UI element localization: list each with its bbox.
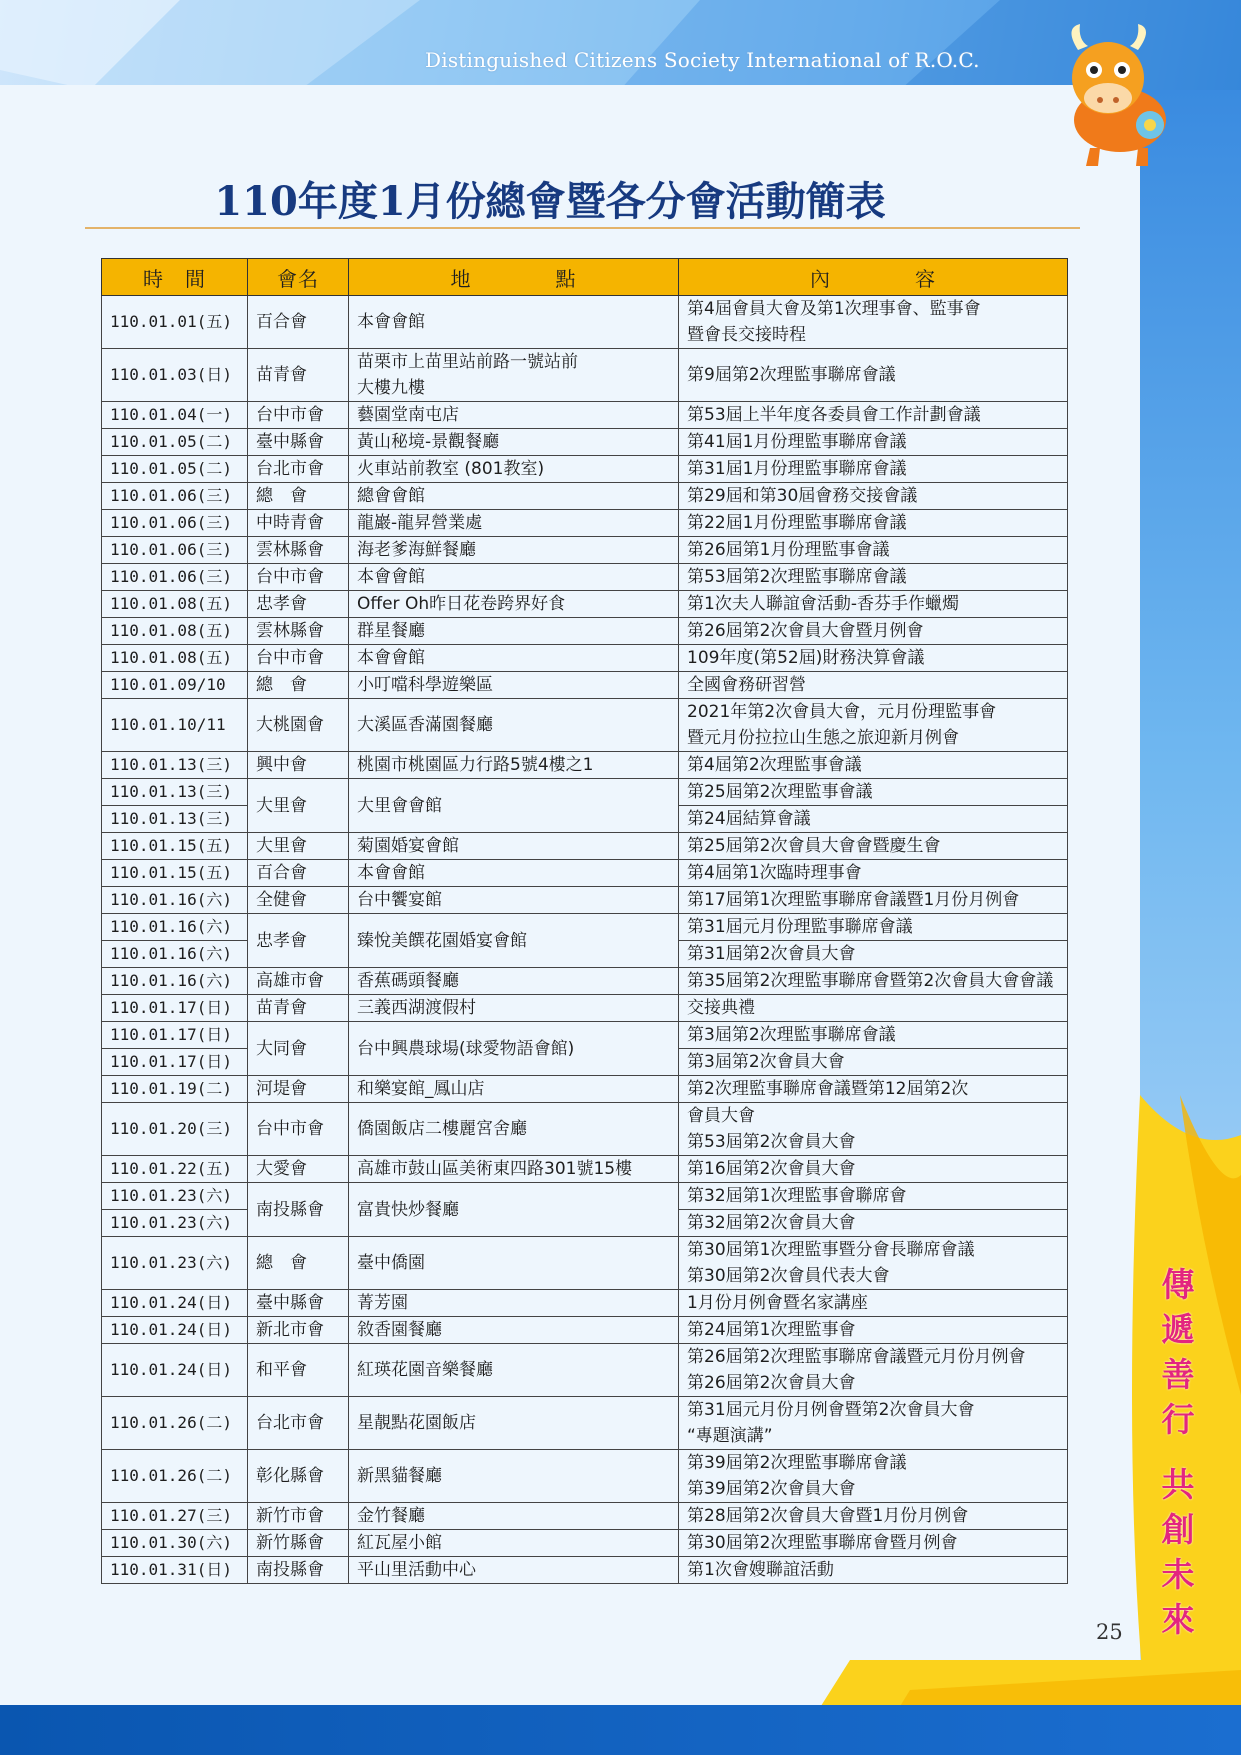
cell-content: 第35屆第2次理監事聯席會暨第2次會員大會會議 xyxy=(679,968,1068,995)
cell-club: 總 會 xyxy=(248,672,349,699)
title-divider xyxy=(85,227,1080,229)
cell-place: 臺中僑園 xyxy=(349,1237,679,1290)
cell-content: 第53屆第2次理監事聯席會議 xyxy=(679,564,1068,591)
table-row xyxy=(102,1397,1068,1450)
cell-place: 紅瓦屋小館 xyxy=(349,1530,679,1557)
table-row xyxy=(102,645,1068,672)
cell-place: 苗栗市上苗里站前路一號站前 大樓九樓 xyxy=(349,349,679,402)
cell-club: 忠孝會 xyxy=(248,591,349,618)
cell-place: 群星餐廳 xyxy=(349,618,679,645)
cell-date: 110.01.30(六) xyxy=(102,1530,248,1557)
table-row xyxy=(102,995,1068,1022)
header-club: 會名 xyxy=(248,259,349,296)
cell-date: 110.01.17(日) xyxy=(102,1049,248,1076)
cell-content: 第25屆第2次理監事會議 xyxy=(679,779,1068,806)
cell-content: 第22屆1月份理監事聯席會議 xyxy=(679,510,1068,537)
cell-place: 紅瑛花園音樂餐廳 xyxy=(349,1344,679,1397)
slogan-char: 創 xyxy=(1161,1510,1195,1549)
cell-club: 台中市會 xyxy=(248,645,349,672)
cell-date: 110.01.08(五) xyxy=(102,618,248,645)
cell-content: 109年度(第52屆)財務決算會議 xyxy=(679,645,1068,672)
cell-content: 第4屆第1次臨時理事會 xyxy=(679,860,1068,887)
cell-club: 忠孝會 xyxy=(248,914,349,968)
table-row xyxy=(102,1290,1068,1317)
cell-club: 總 會 xyxy=(248,1237,349,1290)
cell-content: 第17屆第1次理監事聯席會議暨1月份月例會 xyxy=(679,887,1068,914)
table-row xyxy=(102,752,1068,779)
cell-date: 110.01.13(三) xyxy=(102,779,248,806)
cell-content: 第53屆上半年度各委員會工作計劃會議 xyxy=(679,402,1068,429)
cell-content: 第24屆結算會議 xyxy=(679,806,1068,833)
cell-content: 第2次理監事聯席會議暨第12屆第2次 xyxy=(679,1076,1068,1103)
cell-club: 台中市會 xyxy=(248,1103,349,1156)
table-row xyxy=(102,1344,1068,1397)
table-row xyxy=(102,564,1068,591)
table-row xyxy=(102,672,1068,699)
cell-date: 110.01.06(三) xyxy=(102,564,248,591)
cell-content: 第24屆第1次理監事會 xyxy=(679,1317,1068,1344)
table-row xyxy=(102,1557,1068,1584)
cell-place: 本會會館 xyxy=(349,860,679,887)
cell-club: 大同會 xyxy=(248,1022,349,1076)
slogan-char: 傳 xyxy=(1161,1265,1195,1304)
table-row xyxy=(102,1022,1068,1049)
activity-table xyxy=(101,258,1068,1584)
cell-club: 苗青會 xyxy=(248,995,349,1022)
cell-date: 110.01.06(三) xyxy=(102,537,248,564)
cell-date: 110.01.24(日) xyxy=(102,1290,248,1317)
cell-date: 110.01.16(六) xyxy=(102,968,248,995)
cell-place: 台中饗宴館 xyxy=(349,887,679,914)
cell-place: 黃山秘境-景觀餐廳 xyxy=(349,429,679,456)
table-row xyxy=(102,1450,1068,1503)
cell-content: 第26屆第1月份理監事會議 xyxy=(679,537,1068,564)
cell-place: 星靚點花園飯店 xyxy=(349,1397,679,1450)
cell-place: 海老爹海鮮餐廳 xyxy=(349,537,679,564)
cell-content: 1月份月例會暨名家講座 xyxy=(679,1290,1068,1317)
cell-content: 第31屆元月份月例會暨第2次會員大會 “專題演講” xyxy=(679,1397,1068,1450)
table-row xyxy=(102,887,1068,914)
cell-place: 平山里活動中心 xyxy=(349,1557,679,1584)
table-row xyxy=(102,537,1068,564)
cell-date: 110.01.03(日) xyxy=(102,349,248,402)
cell-content: 第32屆第2次會員大會 xyxy=(679,1210,1068,1237)
cell-date: 110.01.01(五) xyxy=(102,296,248,349)
cell-date: 110.01.17(日) xyxy=(102,995,248,1022)
page-number: 25 xyxy=(1096,1620,1123,1644)
cell-club: 大里會 xyxy=(248,833,349,860)
cell-club: 百合會 xyxy=(248,860,349,887)
cell-content: 第25屆第2次會員大會會暨慶生會 xyxy=(679,833,1068,860)
cell-place: 本會會館 xyxy=(349,645,679,672)
cell-content: 全國會務研習營 xyxy=(679,672,1068,699)
cell-date: 110.01.15(五) xyxy=(102,833,248,860)
cell-place: 菊園婚宴會館 xyxy=(349,833,679,860)
table-row xyxy=(102,591,1068,618)
cell-content: 第4屆第2次理監事會議 xyxy=(679,752,1068,779)
cell-club: 和平會 xyxy=(248,1344,349,1397)
table-row xyxy=(102,1530,1068,1557)
cell-content: 第29屆和第30屆會務交接會議 xyxy=(679,483,1068,510)
cell-club: 新竹市會 xyxy=(248,1503,349,1530)
cell-date: 110.01.19(二) xyxy=(102,1076,248,1103)
cell-place: 小叮噹科學遊樂區 xyxy=(349,672,679,699)
table-row xyxy=(102,833,1068,860)
cell-date: 110.01.05(二) xyxy=(102,429,248,456)
cell-date: 110.01.24(日) xyxy=(102,1344,248,1397)
cell-date: 110.01.10/11 xyxy=(102,699,248,752)
table-row xyxy=(102,429,1068,456)
cell-content: 交接典禮 xyxy=(679,995,1068,1022)
cell-place: 桃園市桃園區力行路5號4樓之1 xyxy=(349,752,679,779)
cell-club: 台北市會 xyxy=(248,1397,349,1450)
cell-place: 富貴快炒餐廳 xyxy=(349,1183,679,1237)
table-row xyxy=(102,618,1068,645)
cell-date: 110.01.04(一) xyxy=(102,402,248,429)
cell-date: 110.01.26(二) xyxy=(102,1397,248,1450)
cell-place: 菁芳園 xyxy=(349,1290,679,1317)
cell-date: 110.01.16(六) xyxy=(102,914,248,941)
table-row xyxy=(102,402,1068,429)
table-row xyxy=(102,1183,1068,1210)
table-row xyxy=(102,1156,1068,1183)
table-body xyxy=(102,296,1068,1584)
cell-club: 南投縣會 xyxy=(248,1557,349,1584)
cell-date: 110.01.16(六) xyxy=(102,887,248,914)
cell-place: 台中興農球場(球愛物語會館) xyxy=(349,1022,679,1076)
cell-club: 百合會 xyxy=(248,296,349,349)
cell-place: 敘香園餐廳 xyxy=(349,1317,679,1344)
cell-date: 110.01.15(五) xyxy=(102,860,248,887)
table-row xyxy=(102,1237,1068,1290)
cell-date: 110.01.27(三) xyxy=(102,1503,248,1530)
header-content: 內 容 xyxy=(679,259,1068,296)
table-row xyxy=(102,349,1068,402)
slogan-char: 未 xyxy=(1161,1555,1195,1594)
cell-club: 大愛會 xyxy=(248,1156,349,1183)
cell-date: 110.01.13(三) xyxy=(102,806,248,833)
cell-club: 新竹縣會 xyxy=(248,1530,349,1557)
ox-mascot-icon xyxy=(1050,20,1178,170)
cell-date: 110.01.06(三) xyxy=(102,483,248,510)
cell-club: 高雄市會 xyxy=(248,968,349,995)
table-row xyxy=(102,1076,1068,1103)
table-row xyxy=(102,699,1068,752)
slogan-char: 行 xyxy=(1161,1400,1195,1439)
header-date: 時 間 xyxy=(102,259,248,296)
cell-place: 藝園堂南屯店 xyxy=(349,402,679,429)
cell-place: 臻悅美饌花園婚宴會館 xyxy=(349,914,679,968)
cell-place: 大溪區香滿園餐廳 xyxy=(349,699,679,752)
cell-place: 金竹餐廳 xyxy=(349,1503,679,1530)
cell-date: 110.01.09/10 xyxy=(102,672,248,699)
cell-club: 全健會 xyxy=(248,887,349,914)
cell-content: 2021年第2次會員大會，元月份理監事會 暨元月份拉拉山生態之旅迎新月例會 xyxy=(679,699,1068,752)
cell-content: 第26屆第2次會員大會暨月例會 xyxy=(679,618,1068,645)
cell-content: 第16屆第2次會員大會 xyxy=(679,1156,1068,1183)
cell-date: 110.01.23(六) xyxy=(102,1210,248,1237)
slogan-char: 共 xyxy=(1161,1465,1195,1504)
table-row xyxy=(102,296,1068,349)
table-row xyxy=(102,1317,1068,1344)
cell-place: 和樂宴館_鳳山店 xyxy=(349,1076,679,1103)
cell-date: 110.01.23(六) xyxy=(102,1183,248,1210)
cell-content: 第4屆會員大會及第1次理事會、監事會 暨會長交接時程 xyxy=(679,296,1068,349)
slogan-char: 善 xyxy=(1161,1355,1195,1394)
cell-club: 台北市會 xyxy=(248,456,349,483)
table-row xyxy=(102,510,1068,537)
table-row xyxy=(102,483,1068,510)
cell-content: 第31屆1月份理監事聯席會議 xyxy=(679,456,1068,483)
cell-date: 110.01.23(六) xyxy=(102,1237,248,1290)
cell-content: 會員大會 第53屆第2次會員大會 xyxy=(679,1103,1068,1156)
cell-place: 總會會館 xyxy=(349,483,679,510)
table-header-row xyxy=(102,259,1068,296)
slogan xyxy=(1158,1262,1198,1642)
page-title: 110年度1月份總會暨各分會活動簡表 xyxy=(214,178,886,225)
cell-club: 大桃園會 xyxy=(248,699,349,752)
cell-content: 第41屆1月份理監事聯席會議 xyxy=(679,429,1068,456)
cell-place: 火車站前教室 (801教室) xyxy=(349,456,679,483)
cell-club: 臺中縣會 xyxy=(248,429,349,456)
cell-place: 三義西湖渡假村 xyxy=(349,995,679,1022)
cell-club: 新北市會 xyxy=(248,1317,349,1344)
cell-date: 110.01.26(二) xyxy=(102,1450,248,1503)
cell-club: 興中會 xyxy=(248,752,349,779)
cell-content: 第39屆第2次理監事聯席會議 第39屆第2次會員大會 xyxy=(679,1450,1068,1503)
cell-club: 總 會 xyxy=(248,483,349,510)
slogan-gap xyxy=(1158,1442,1198,1462)
table-row xyxy=(102,914,1068,941)
cell-date: 110.01.24(日) xyxy=(102,1317,248,1344)
cell-place: 本會會館 xyxy=(349,564,679,591)
cell-club: 雲林縣會 xyxy=(248,537,349,564)
cell-place: 本會會館 xyxy=(349,296,679,349)
header-place: 地 點 xyxy=(349,259,679,296)
cell-content: 第28屆第2次會員大會暨1月份月例會 xyxy=(679,1503,1068,1530)
cell-date: 110.01.13(三) xyxy=(102,752,248,779)
cell-club: 中時青會 xyxy=(248,510,349,537)
cell-content: 第30屆第1次理監事暨分會長聯席會議 第30屆第2次會員代表大會 xyxy=(679,1237,1068,1290)
table-row xyxy=(102,1103,1068,1156)
cell-date: 110.01.16(六) xyxy=(102,941,248,968)
cell-content: 第26屆第2次理監事聯席會議暨元月份月例會 第26屆第2次會員大會 xyxy=(679,1344,1068,1397)
slogan-char: 遞 xyxy=(1161,1310,1195,1349)
cell-date: 110.01.08(五) xyxy=(102,645,248,672)
table-row xyxy=(102,779,1068,806)
cell-place: 大里會會館 xyxy=(349,779,679,833)
cell-content: 第3屆第2次理監事聯席會議 xyxy=(679,1022,1068,1049)
cell-club: 大里會 xyxy=(248,779,349,833)
cell-club: 彰化縣會 xyxy=(248,1450,349,1503)
cell-content: 第31屆元月份理監事聯席會議 xyxy=(679,914,1068,941)
cell-place: Offer Oh昨日花卷跨界好食 xyxy=(349,591,679,618)
table-row xyxy=(102,968,1068,995)
cell-place: 新黑貓餐廳 xyxy=(349,1450,679,1503)
table-row xyxy=(102,860,1068,887)
cell-place: 龍巖-龍昇營業處 xyxy=(349,510,679,537)
cell-club: 台中市會 xyxy=(248,402,349,429)
cell-content: 第32屆第1次理監事會聯席會 xyxy=(679,1183,1068,1210)
cell-date: 110.01.20(三) xyxy=(102,1103,248,1156)
cell-club: 雲林縣會 xyxy=(248,618,349,645)
cell-club: 台中市會 xyxy=(248,564,349,591)
cell-content: 第1次會嫂聯誼活動 xyxy=(679,1557,1068,1584)
cell-date: 110.01.06(三) xyxy=(102,510,248,537)
cell-content: 第30屆第2次理監事聯席會暨月例會 xyxy=(679,1530,1068,1557)
table-row xyxy=(102,1503,1068,1530)
cell-club: 臺中縣會 xyxy=(248,1290,349,1317)
bottom-band xyxy=(0,1705,1241,1755)
cell-date: 110.01.08(五) xyxy=(102,591,248,618)
cell-club: 苗青會 xyxy=(248,349,349,402)
table-row xyxy=(102,456,1068,483)
cell-place: 高雄市鼓山區美術東四路301號15樓 xyxy=(349,1156,679,1183)
cell-date: 110.01.05(二) xyxy=(102,456,248,483)
cell-content: 第31屆第2次會員大會 xyxy=(679,941,1068,968)
cell-content: 第3屆第2次會員大會 xyxy=(679,1049,1068,1076)
slogan-char: 來 xyxy=(1161,1600,1195,1639)
cell-date: 110.01.31(日) xyxy=(102,1557,248,1584)
cell-date: 110.01.17(日) xyxy=(102,1022,248,1049)
society-name: Distinguished Citizens Society International of R.O.C. xyxy=(425,48,980,72)
cell-content: 第1次夫人聯誼會活動-香芬手作蠟燭 xyxy=(679,591,1068,618)
cell-date: 110.01.22(五) xyxy=(102,1156,248,1183)
cell-place: 僑園飯店二樓麗宮舍廳 xyxy=(349,1103,679,1156)
cell-place: 香蕉碼頭餐廳 xyxy=(349,968,679,995)
cell-club: 河堤會 xyxy=(248,1076,349,1103)
cell-club: 南投縣會 xyxy=(248,1183,349,1237)
cell-content: 第9屆第2次理監事聯席會議 xyxy=(679,349,1068,402)
